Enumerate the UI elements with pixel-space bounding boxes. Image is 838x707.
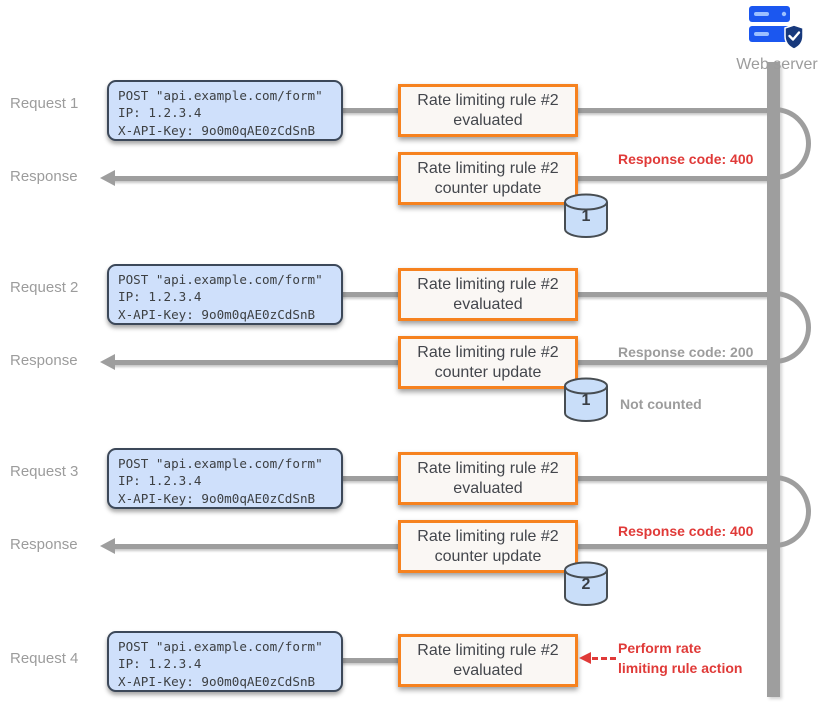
rule-name: Rate limiting rule #2 <box>417 343 559 361</box>
request-ip: IP: 1.2.3.4 <box>118 289 202 305</box>
rule-action-annotation <box>618 638 742 678</box>
rule-evaluated-box-4 <box>398 634 578 687</box>
rule-step: evaluated <box>453 661 523 679</box>
processing-arc-1 <box>773 107 811 180</box>
counter-cylinder-1 <box>562 193 610 239</box>
request-method-url: POST "api.example.com/form" <box>118 88 323 103</box>
rule-evaluated-box-1 <box>398 84 578 137</box>
request-3-card <box>107 448 343 509</box>
request-1-card <box>107 80 343 141</box>
request-method-url: POST "api.example.com/form" <box>118 272 323 287</box>
request-2-card <box>107 264 343 325</box>
request-ip: IP: 1.2.3.4 <box>118 656 202 672</box>
processing-arc-3 <box>773 475 811 548</box>
response-2-label: Response <box>10 352 78 369</box>
rule-action-line2: limiting rule action <box>618 660 743 676</box>
counter-update-box-2 <box>398 336 578 389</box>
rule-step: evaluated <box>453 111 523 129</box>
counter-cylinder-3 <box>562 561 610 607</box>
counter-value: 1 <box>581 392 591 409</box>
rule-step: counter update <box>434 179 542 197</box>
rule-action-line1: Perform rate <box>618 640 702 656</box>
response-code-annotation-1: Response code: 400 <box>618 151 754 167</box>
request-ip: IP: 1.2.3.4 <box>118 105 202 121</box>
request-api-key: X-API-Key: 9o0m0qAE0zCdSnB <box>118 122 316 138</box>
response-1-label: Response <box>10 168 78 185</box>
rule-step: evaluated <box>453 295 523 313</box>
counter-value: 2 <box>581 576 591 593</box>
rule-evaluated-box-2 <box>398 268 578 321</box>
rule-evaluated-box-3 <box>398 452 578 505</box>
request-method-url: POST "api.example.com/form" <box>118 456 323 471</box>
request-3-label: Request 3 <box>10 463 79 480</box>
rule-name: Rate limiting rule #2 <box>417 159 559 177</box>
request-api-key: X-API-Key: 9o0m0qAE0zCdSnB <box>118 673 316 689</box>
server-label: Web server <box>736 56 818 73</box>
rule-name: Rate limiting rule #2 <box>417 459 559 477</box>
rule-name: Rate limiting rule #2 <box>417 275 559 293</box>
rule-step: counter update <box>434 363 542 381</box>
server-shield-icon <box>744 4 804 54</box>
action-arrowhead-icon <box>579 652 591 664</box>
request-api-key: X-API-Key: 9o0m0qAE0zCdSnB <box>118 306 316 322</box>
request-4-card <box>107 631 343 692</box>
counter-cylinder-2 <box>562 377 610 423</box>
request-api-key: X-API-Key: 9o0m0qAE0zCdSnB <box>118 490 316 506</box>
not-counted-note: Not counted <box>620 396 702 412</box>
counter-update-box-1 <box>398 152 578 205</box>
response-code-annotation-2: Response code: 200 <box>618 344 754 360</box>
processing-arc-2 <box>773 291 811 364</box>
rule-name: Rate limiting rule #2 <box>417 641 559 659</box>
response-3-label: Response <box>10 536 78 553</box>
request-4-label: Request 4 <box>10 650 79 667</box>
rule-name: Rate limiting rule #2 <box>417 91 559 109</box>
rule-step: evaluated <box>453 479 523 497</box>
request-ip: IP: 1.2.3.4 <box>118 473 202 489</box>
counter-value: 1 <box>581 208 591 225</box>
response-code-annotation-3: Response code: 400 <box>618 523 754 539</box>
action-dashed-line <box>592 657 616 660</box>
request-2-label: Request 2 <box>10 279 79 296</box>
request-1-label: Request 1 <box>10 95 79 112</box>
rule-step: counter update <box>434 547 542 565</box>
rule-name: Rate limiting rule #2 <box>417 527 559 545</box>
request-method-url: POST "api.example.com/form" <box>118 639 323 654</box>
counter-update-box-3 <box>398 520 578 573</box>
